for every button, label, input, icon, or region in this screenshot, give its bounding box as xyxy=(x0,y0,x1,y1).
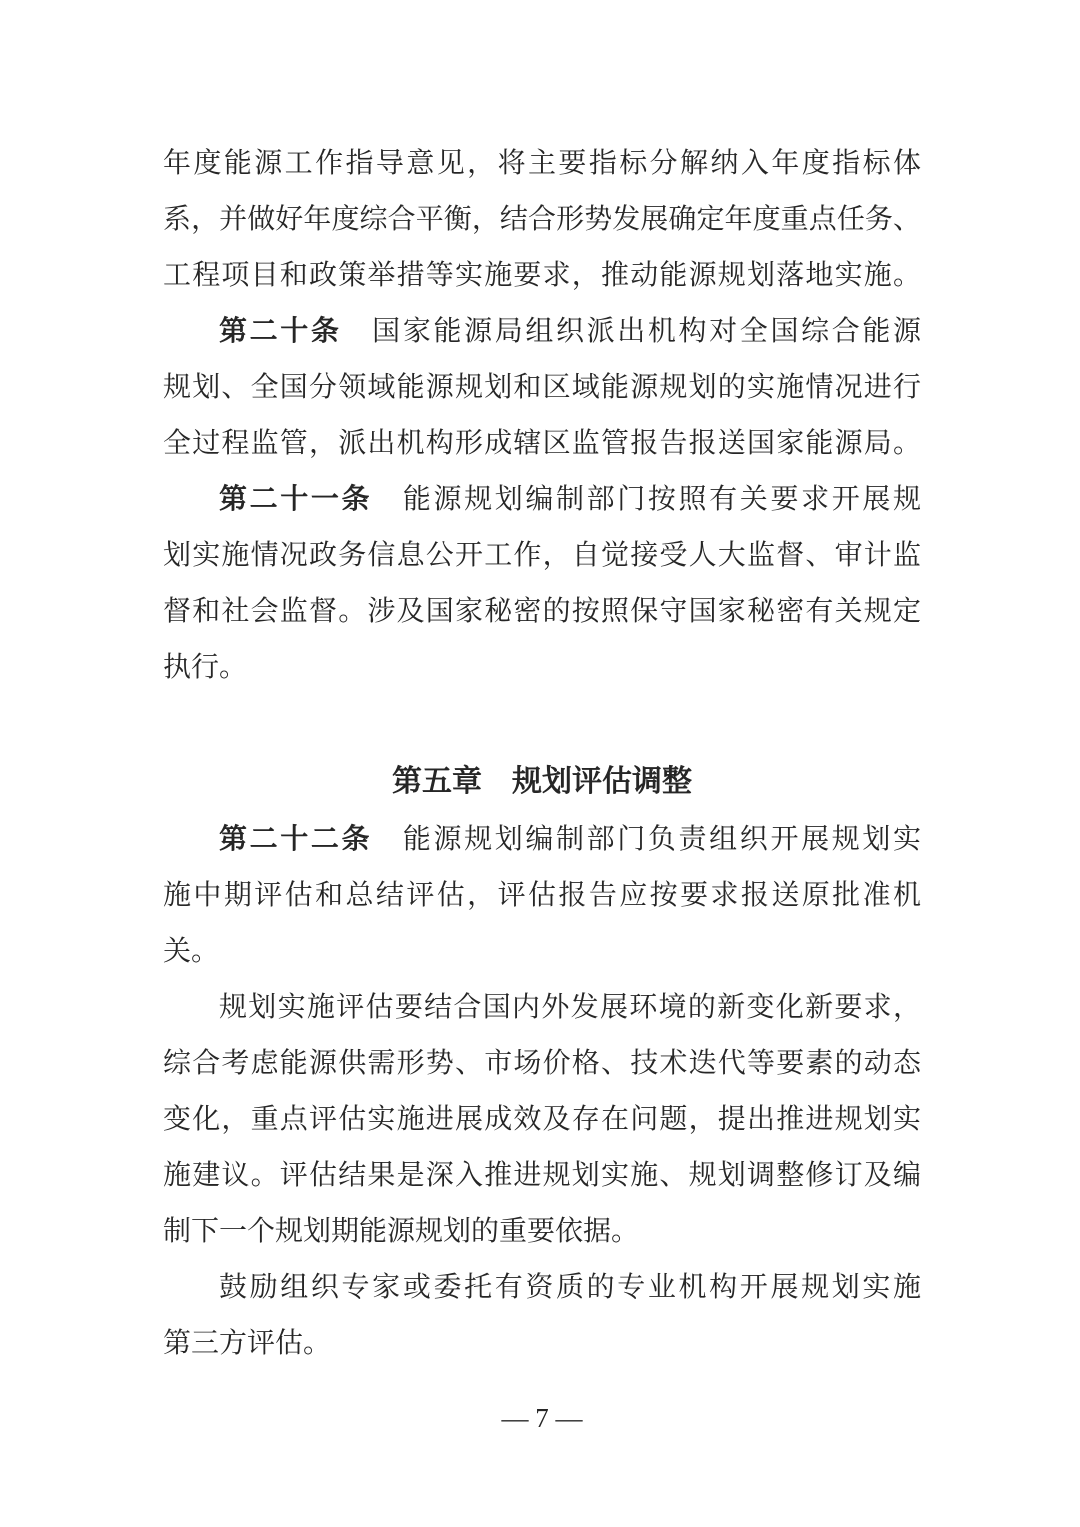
text-line xyxy=(163,924,921,980)
text-run: 系，并做好年度综合平衡，结合形势发展确定年度重点任务、 xyxy=(163,204,921,235)
text-line xyxy=(163,1260,921,1316)
text-run: 鼓励组织专家或委托有资质的专业机构开展规划实施 xyxy=(219,1272,921,1303)
text-run: 关。 xyxy=(163,936,220,967)
text-run: 执行。 xyxy=(163,652,248,683)
text-run: 第三方评估。 xyxy=(163,1328,332,1359)
text-line xyxy=(163,1148,921,1204)
document-body xyxy=(163,136,921,1438)
article-number: 第二十条 xyxy=(219,316,342,347)
text-run: 施中期评估和总结评估，评估报告应按要求报送原批准机 xyxy=(163,880,921,911)
text-line xyxy=(163,472,921,528)
text-line xyxy=(163,136,921,192)
page-number: — 7 — xyxy=(501,1403,583,1433)
text-run: 工程项目和政策举措等实施要求，推动能源规划落地实施。 xyxy=(163,260,921,291)
text-line xyxy=(163,812,921,868)
text-run: 全过程监管，派出机构形成辖区监管报告报送国家能源局。 xyxy=(163,428,921,459)
text-line xyxy=(163,980,921,1036)
text-run: 变化，重点评估实施进展成效及存在问题，提出推进规划实 xyxy=(163,1104,921,1135)
text-run: 规划、全国分领域能源规划和区域能源规划的实施情况进行 xyxy=(163,372,921,403)
chapter-heading: 第五章 规划评估调整 xyxy=(392,765,692,798)
text-line xyxy=(163,528,921,584)
text-line xyxy=(163,868,921,924)
text-run: 能源规划编制部门按照有关要求开展规 xyxy=(372,484,921,515)
text-run: 国家能源局组织派出机构对全国综合能源 xyxy=(341,316,921,347)
text-line xyxy=(163,1204,921,1260)
text-run: 制下一个规划期能源规划的重要依据。 xyxy=(163,1216,640,1247)
text-line xyxy=(163,360,921,416)
text-run: 综合考虑能源供需形势、市场价格、技术迭代等要素的动态 xyxy=(163,1048,921,1079)
text-line xyxy=(163,304,921,360)
article-number: 第二十二条 xyxy=(219,824,373,855)
text-line xyxy=(163,1036,921,1092)
text-run: 施建议。评估结果是深入推进规划实施、规划调整修订及编 xyxy=(163,1160,921,1191)
text-run: 年度能源工作指导意见，将主要指标分解纳入年度指标体 xyxy=(163,148,921,179)
text-line xyxy=(163,1092,921,1148)
text-line xyxy=(163,640,921,696)
text-run: 能源规划编制部门负责组织开展规划实 xyxy=(372,824,921,855)
text-run: 规划实施评估要结合国内外发展环境的新变化新要求， xyxy=(219,992,921,1023)
text-line xyxy=(163,1316,921,1372)
text-line xyxy=(163,248,921,304)
text-run: 督和社会监督。涉及国家秘密的按照保守国家秘密有关规定 xyxy=(163,596,921,627)
text-line xyxy=(163,416,921,472)
text-line xyxy=(163,192,921,248)
text-line xyxy=(163,584,921,640)
article-number: 第二十一条 xyxy=(219,484,373,515)
text-run: 划实施情况政务信息公开工作，自觉接受人大监督、审计监 xyxy=(163,540,921,571)
